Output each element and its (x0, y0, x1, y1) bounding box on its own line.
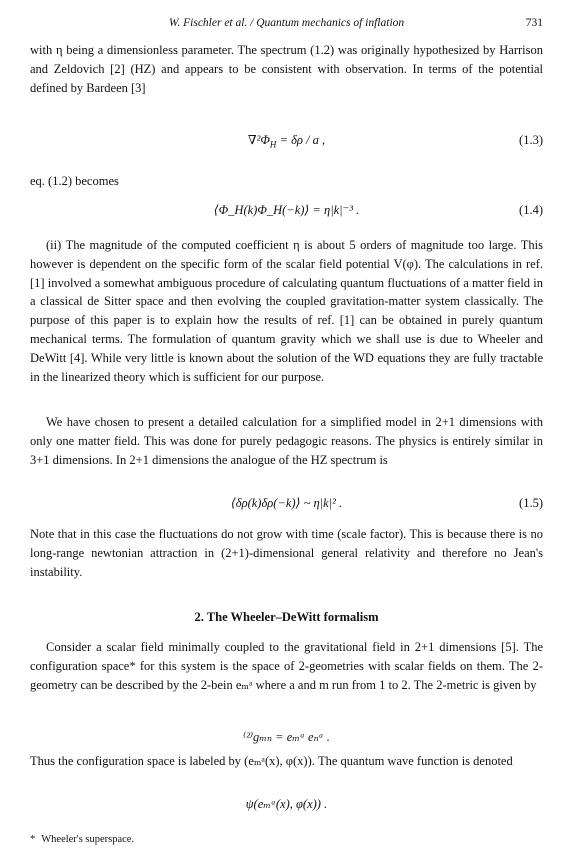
paragraph-text: Note that in this case the fluctuations do not grow with time (scale factor). This is because there is no long-range newtonian attraction in (2+1)-dimensional general relativity and therefore no Jean's instability. (30, 527, 543, 579)
equation-rhs: = δρ / a , (276, 133, 326, 147)
equation-number: (1.4) (519, 203, 543, 217)
equation-expression: ⁽²⁾gₘₙ = eₘᵃ eₙᵃ . (243, 730, 330, 744)
equation-1-5 (30, 494, 543, 514)
paragraph-note (30, 525, 543, 581)
paragraph-scalar-field (30, 638, 543, 694)
equation-expression: ⟨Φ_H(k)Φ_H(−k)⟩ = η|k|⁻³ . (213, 203, 360, 217)
footnote-marker: * (30, 834, 36, 845)
paragraph-eq-intro (30, 172, 543, 191)
equation-1-4 (30, 201, 543, 221)
equation-number: (1.3) (519, 133, 543, 147)
section-heading: 2. The Wheeler–DeWitt formalism (194, 610, 379, 624)
paragraph-config-space (30, 752, 543, 771)
paragraph-text: Thus the configuration space is labeled by (eₘᵃ(x), φ(x)). The quantum wave function is denoted (30, 754, 513, 768)
equation-subscript: H (269, 139, 277, 150)
equation-metric (30, 728, 543, 748)
equation-expression (30, 131, 543, 150)
equation-lhs: ∇²Φ (247, 133, 270, 147)
running-header (0, 14, 573, 32)
paragraph-text: We have chosen to present a detailed calculation for a simplified model in 2+1 dimensions with only one matter field. This was done for purely pedagogic reasons. The physics is entirely similar in 3+1 dimensions. In 2+1 dimensions the analogue of the HZ spectrum is (30, 415, 543, 467)
equation-expression: ψ(eₘᵃ(x), φ(x)) . (245, 797, 328, 811)
paragraph-text: (ii) The magnitude of the computed coefficient η is about 5 orders of magnitude too large. This however is dependent on the specific form of the scalar field potential V(φ). The calculations in ref. [1] involved a somewhat ambiguous procedure of calculating quantum fluctuations of a matter field in a classical de Sitter space and then evolving the coupled gravitation-matter system classically. The purpose of this paper is to explain how the results of ref. [1] can be obtained in purely quantum mechanical terms. The formulation of quantum gravity which we shall use is due to Wheeler and DeWitt [4]. While very little is known about the solution of the WD equations they are fully tractable in the linearized theory which is sufficient for our purpose. (30, 238, 543, 384)
paragraph-text: eq. (1.2) becomes (30, 174, 119, 188)
paragraph-model (30, 413, 543, 469)
paragraph-intro (30, 41, 543, 97)
page-number: 731 (525, 17, 543, 29)
running-title: W. Fischler et al. / Quantum mechanics of inflation (168, 17, 405, 29)
paragraph-magnitude (30, 236, 543, 386)
equation-expression: ⟨δρ(k)δρ(−k)⟩ ~ η|k|² . (230, 496, 343, 510)
equation-1-3 (30, 131, 543, 151)
paragraph-text: Consider a scalar field minimally coupled to the gravitational field in 2+1 dimensions [5]. The configuration space* for this system is the space of 2-geometries with scalar fields on them. The 2-geometry can be described by the 2-bein eₘᵃ where a and m run from 1 to 2. The 2-metric is given by (30, 640, 543, 692)
equation-wavefunction (30, 795, 543, 815)
footnote-text: Wheeler's superspace. (41, 834, 135, 845)
paragraph-text: with η being a dimensionless parameter. The spectrum (1.2) was originally hypothesized by Harrison and Zeldovich [2] (HZ) and appears to be consistent with observation. In terms of the potential defined by Bardeen [3] (30, 43, 543, 95)
footnote (30, 831, 134, 850)
equation-number: (1.5) (519, 496, 543, 510)
